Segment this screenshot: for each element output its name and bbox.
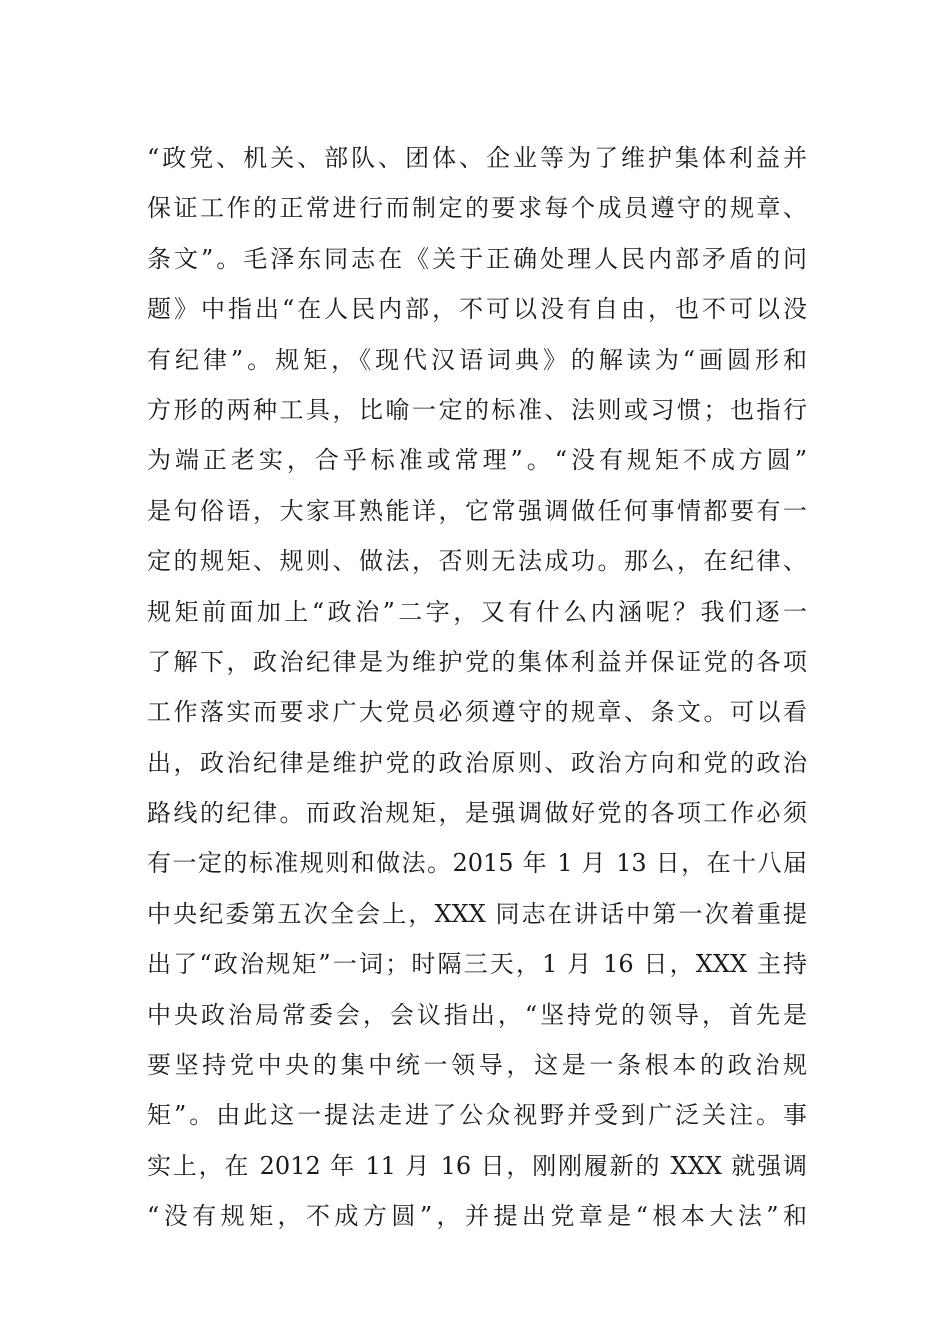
text-line: 路线的纪律。而政治规矩，是强调做好党的各项工作必须 (147, 799, 807, 828)
text-line: 出了“政治规矩”一词；时隔三天，1 月 16 日，XXX 主持 (147, 950, 807, 979)
body-paragraph (147, 133, 807, 1242)
text-line: 有纪律”。规矩，《现代汉语词典》的解读为“画圆形和 (147, 345, 807, 374)
text-line: 规矩前面加上“政治”二字，又有什么内涵呢？我们逐一 (147, 597, 807, 626)
text-line: “没有规矩，不成方圆”，并提出党章是“根本大法”和 (147, 1202, 807, 1231)
text-line: 实上，在 2012 年 11 月 16 日，刚刚履新的 XXX 就强调 (147, 1151, 807, 1180)
text-line: 了解下，政治纪律是为维护党的集体利益并保证党的各项 (147, 647, 807, 676)
text-line: 工作落实而要求广大党员必须遵守的规章、条文。可以看 (147, 698, 807, 727)
text-line: 定的规矩、规则、做法，否则无法成功。那么，在纪律、 (147, 547, 807, 576)
text-line: 题》中指出“在人民内部，不可以没有自由，也不可以没 (147, 295, 807, 324)
text-line: 有一定的标准规则和做法。2015 年 1 月 13 日，在十八届 (147, 849, 807, 878)
text-line: 要坚持党中央的集中统一领导，这是一条根本的政治规 (147, 1051, 807, 1080)
text-line: 出，政治纪律是维护党的政治原则、政治方向和党的政治 (147, 748, 807, 777)
text-line: 保证工作的正常进行而制定的要求每个成员遵守的规章、 (147, 194, 807, 223)
text-line: 中央纪委第五次全会上，XXX 同志在讲话中第一次着重提 (147, 899, 807, 928)
text-line: 为端正老实，合乎标准或常理”。“没有规矩不成方圆” (147, 446, 807, 475)
text-line: 条文”。毛泽东同志在《关于正确处理人民内部矛盾的问 (147, 244, 807, 273)
text-line: “政党、机关、部队、团体、企业等为了维护集体利益并 (147, 144, 807, 172)
text-line: 矩”。由此这一提法走进了公众视野并受到广泛关注。事 (147, 1101, 807, 1130)
text-line: 是句俗语，大家耳熟能详，它常强调做任何事情都要有一 (147, 496, 807, 525)
text-line: 中央政治局常委会，会议指出，“坚持党的领导，首先是 (147, 1000, 807, 1029)
text-line: 方形的两种工具，比喻一定的标准、法则或习惯；也指行 (147, 395, 807, 424)
